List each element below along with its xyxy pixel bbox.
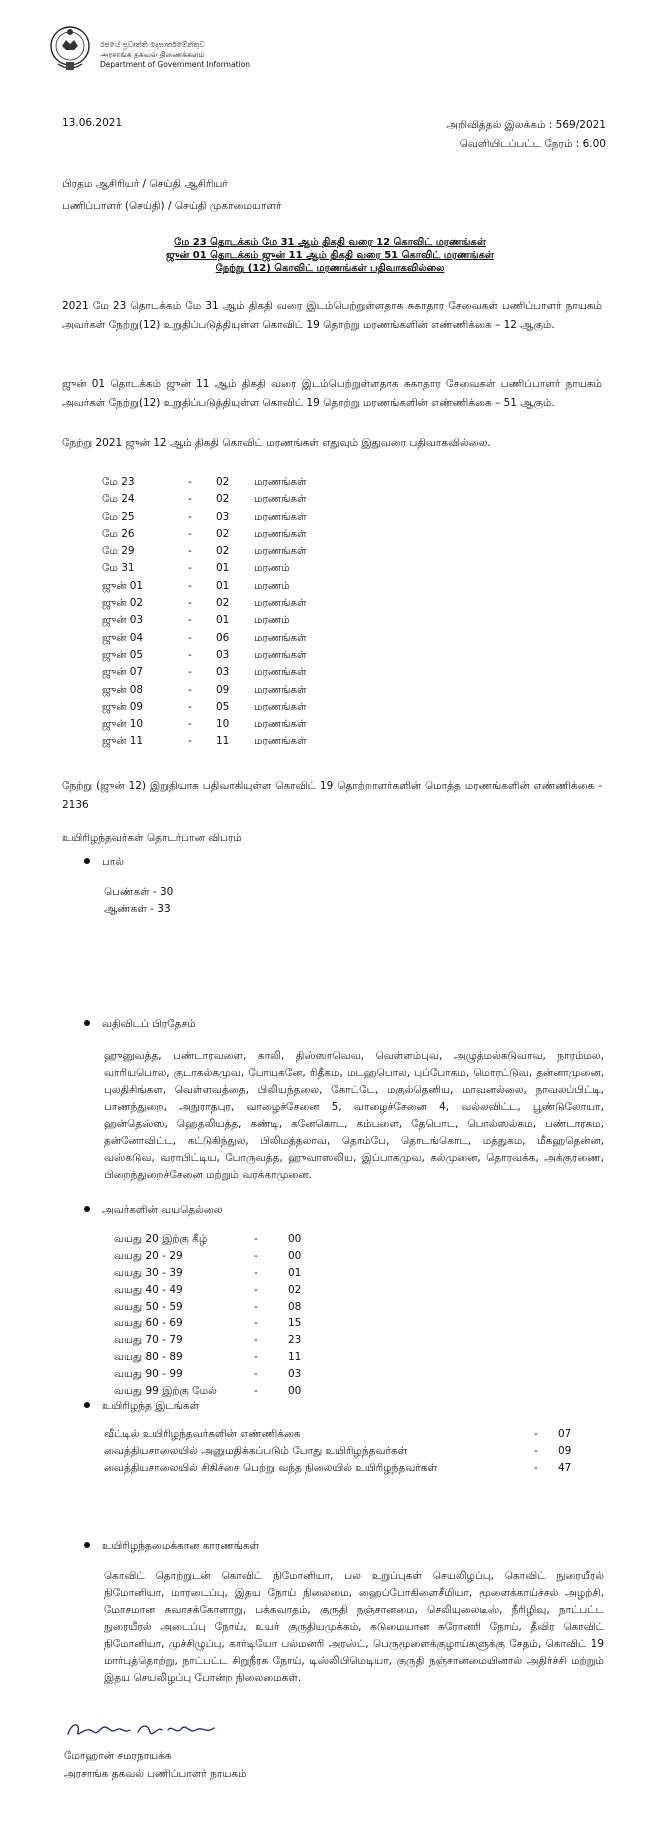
- table-row: மே 31 - 01 மரணம்: [102, 562, 290, 575]
- paragraph-may-deaths: 2021 மே 23 தொடக்கம் மே 31 ஆம் திகதி வரை இடம்பெற்றுள்ளதாக சுகாதார சேவைகள் பணிப்பாளர் நாயகம் அவர்கள் நேற்று(12) உறுதிப்படுத்தியுள்ள கொவிட் 19 தொற்று மரணங்களின் எண்ணிக்கை – 12 ஆகும்.: [62, 300, 602, 331]
- bullet-icon: [84, 1020, 90, 1026]
- sex-section-heading: பால்: [84, 856, 124, 869]
- table-row: ஜுன் 09 - 05 மரணங்கள்: [102, 700, 307, 713]
- table-row: வயது 20 இற்கு கீழ் - 00: [114, 1233, 302, 1245]
- table-row: வயது 50 - 59 - 08: [114, 1300, 302, 1313]
- headline-line-2: ஜுன் 01 தொடக்கம் ஜுன் 11 ஆம் திகதி வரை 51 கொவிட் மரணங்கள்: [166, 250, 494, 261]
- table-row: வயது 60 - 69 - 15: [114, 1317, 302, 1330]
- release-date: 13.06.2021: [62, 117, 123, 129]
- total-deaths-statement: நேற்று (ஜுன் 12) இறுதியாக பதிவாகியுள்ள கொவிட் 19 தொற்றாளர்களின் மொத்த மரணங்களின் எண்ணிக்கை - 2136: [62, 780, 602, 811]
- header-org-names: [100, 40, 250, 70]
- table-row: மே 24 - 02 மரணங்கள்: [102, 493, 307, 506]
- addressee-line-1: பிரதம ஆசிரியர் / செய்தி ஆசிரியர்: [62, 178, 228, 190]
- headline-line-1: மே 23 தொடக்கம் மே 31 ஆம் திகதி வரை 12 கொவிட் மரணங்கள்: [174, 237, 486, 248]
- addressee-block: [62, 173, 281, 217]
- table-row: ஜுன் 03 - 01 மரணம்: [102, 614, 290, 627]
- daily-deaths-table: [102, 474, 307, 751]
- table-row: வயது 20 - 29 - 00: [114, 1249, 302, 1262]
- table-row: ஜுன் 07 - 03 மரணங்கள்: [102, 666, 307, 679]
- table-row: வயது 80 - 89 - 11: [114, 1351, 302, 1364]
- bullet-icon: [84, 1206, 90, 1212]
- government-emblem-logo: [48, 22, 92, 74]
- bullet-icon: [84, 858, 90, 864]
- org-name-sinhala: රජයේ ප්‍රවෘත්ති දෙපාර්තමේන්තුව: [100, 40, 205, 49]
- signatory-title: அரசாங்க தகவல் பணிப்பாளர் நாயகம்: [64, 1768, 247, 1780]
- table-row: வைத்தியசாலையில் சிகிச்சை பெற்று வந்த நிலையில் உயிரிழந்தவர்கள் - 47: [104, 1462, 572, 1474]
- table-row: வைத்தியசாலையில் அனுமதிக்கப்படும் போது உயிரிழந்தவர்கள் - 09: [104, 1445, 572, 1457]
- table-row: ஜுன் 05 - 03 மரணங்கள்: [102, 648, 307, 661]
- table-row: வயது 30 - 39 - 01: [114, 1266, 302, 1279]
- paragraph-june-deaths: ஜுன் 01 தொடக்கம் ஜுன் 11 ஆம் திகதி வரை இடம்பெற்றுள்ளதாக சுகாதார சேவைகள் பணிப்பாளர் நாயகம் அவர்கள் நேற்று(12) உறுதிப்படுத்தியுள்ள கொவிட் 19 தொற்று மரணங்களின் எண்ணிக்கை – 51 ஆகும்.: [62, 378, 602, 409]
- details-heading: உயிரிழந்தவர்கள் தொடர்பான விபரம்: [62, 832, 242, 844]
- notice-number: அறிவித்தல் இலக்கம் : 569/2021: [446, 119, 606, 131]
- release-time: வெளியிடப்பட்ட நேரம் : 6.00: [459, 138, 606, 150]
- addressee-line-2: பணிப்பாளர் (செய்தி) / செய்தி முகாமையாளர்: [62, 200, 282, 212]
- table-row: வயது 90 - 99 - 03: [114, 1368, 302, 1381]
- place-section-heading: உயிரிழந்த இடங்கள்: [84, 1400, 199, 1413]
- age-section-heading: அவர்களின் வயதெல்லை: [84, 1204, 222, 1217]
- org-name-tamil: அரசாங்க தகவல் திணைக்களம்: [100, 50, 205, 59]
- table-row: ஜுன் 04 - 06 மரணங்கள்: [102, 631, 307, 644]
- table-row: ஜுன் 01 - 01 மரணம்: [102, 579, 290, 592]
- table-row: வயது 40 - 49 - 02: [114, 1283, 302, 1296]
- table-row: வயது 99 இற்கு மேல் - 00: [114, 1385, 302, 1398]
- table-row: ஜுன் 11 - 11 மரணங்கள்: [102, 735, 307, 748]
- male-count: ஆண்கள் - 33: [104, 903, 171, 915]
- table-row: மே 29 - 02 மரணங்கள்: [102, 545, 307, 558]
- table-row: மே 26 - 02 மரணங்கள்: [102, 527, 307, 540]
- reference-block: [426, 116, 606, 154]
- table-row: ஜுன் 10 - 10 மரணங்கள்: [102, 718, 307, 731]
- cause-section-heading: உயிரிழந்தமைக்கான காரணங்கள்: [84, 1540, 259, 1553]
- signature-block: [64, 1747, 247, 1783]
- headline-line-3: நேற்று (12) கொவிட் மரணங்கள் பதிவாகவில்லை: [215, 263, 445, 274]
- region-list: ஹுனுவத்த, பண்டாரவளை, காலி, திஸ்ஸாவெவ, வெள்ளம்புவ, அழுத்மல்கடுவாவ, நாரம்மல, வாரியபொல, குடாகல்கமுவ, போயகனே, ரிதீகம, மடஹபொல, புப்போகம, மொரட்டுவ, தன்னாமுனை, புலதிசிங்கள, வெள்ளவத்தை, பிலியந்தலை, கோட்டே, மகுல்தெனிய, மாவனல்லை, நாவலப்பிட்டி, பாணந்துறை, அநுராதபுர, வாழைச்சேனை 5, வாழைச்சேனை 4, வல்லவிட்ட, பூண்டுலோயா, ஹன்தெஸ்ஸ, ஹெதலியத்த, கண்டி, கனேகொட, கம்பளை, தேபொட, பொல்ஸல்கம, பண்டாரகம, தன்னோவிட்ட, கட்டுகிந்துல, பிலிமத்தலாவ, தொம்பே, தொடங்கொட, மத்துகம, மீகஹதென்ன, வஸ்கடுவ, வராபிட்டிய, போருவத்த, ஹுவாஸலிய, இப்பாகமுவ, கல்முனை, தொரவக்க, அக்குரணை, பிறைந்துறைச்சேனை மற்றும் வரக்காமுனை.: [104, 1050, 604, 1181]
- age-table: [114, 1231, 301, 1400]
- table-row: மே 25 - 03 மரணங்கள்: [102, 510, 307, 523]
- table-row: ஜுன் 02 - 02 மரணங்கள்: [102, 597, 307, 610]
- org-name-english: Department of Government Information: [100, 60, 250, 69]
- cause-list: கொவிட் தொற்றுடன் கொவிட் நிமோனியா, பல உறுப்புகள் செயலிழப்பு, கொவிட் நுரையீரல் நிமோனியா, மாரடைப்பு, இதய நோய் நிலைமை, ஹைப்போகிளைசீமியா, மூளைக்காய்ச்சல் அழற்சி, மோசமான சுவாசக்கோளாறு, பக்கவாதம், குருதி நஞ்சானமை, செலியுலைடீஸ், நீரிழிவு, நாட்பட்ட நுரையீரல் அடைப்பு நோய், உயர் குருதியமுக்கம், கடுமையான சுரோனரி நோய், தீவிர கொவிட் நிமோனியா, முச்சிழுப்பு, கார்டியோ பல்மனரி அரஸ்ட், பெருமூளைக்குழாய்களுக்கு சேதம், கொவிட் 19 மார்புத்தொற்று, நாட்பட்ட சிறுநீரக நோய், டிஸ்லிபிமெடியா, குருதி நஞ்சானமையினால் அதிர்ச்சி மற்றும் இதய செயலிழப்பு போன்ற நிலைமைகள்.: [104, 1570, 604, 1684]
- place-table: [104, 1426, 571, 1477]
- table-row: வீட்டில் உயிரிழந்தவர்களின் எண்ணிக்கை - 07: [104, 1428, 572, 1440]
- table-row: ஜுன் 08 - 09 மரணங்கள்: [102, 683, 307, 696]
- region-section-heading: வதிவிடப் பிரதேசம்: [84, 1018, 196, 1031]
- female-count: பெண்கள் - 30: [104, 886, 174, 898]
- sex-breakdown: [104, 884, 173, 918]
- table-row: மே 23 - 02 மரணங்கள்: [102, 476, 307, 488]
- bullet-icon: [84, 1402, 90, 1408]
- headline: [62, 236, 598, 275]
- signatory-name: மோஹான் சமரநாயக்க: [64, 1750, 172, 1762]
- bullet-icon: [84, 1542, 90, 1548]
- handwritten-signature: [64, 1718, 224, 1742]
- paragraph-no-deaths-yesterday: நேற்று 2021 ஜுன் 12 ஆம் திகதி கொவிட் மரணங்கள் எதுவும் இதுவரை பதிவாகவில்லை.: [62, 437, 491, 449]
- table-row: வயது 70 - 79 - 23: [114, 1334, 302, 1347]
